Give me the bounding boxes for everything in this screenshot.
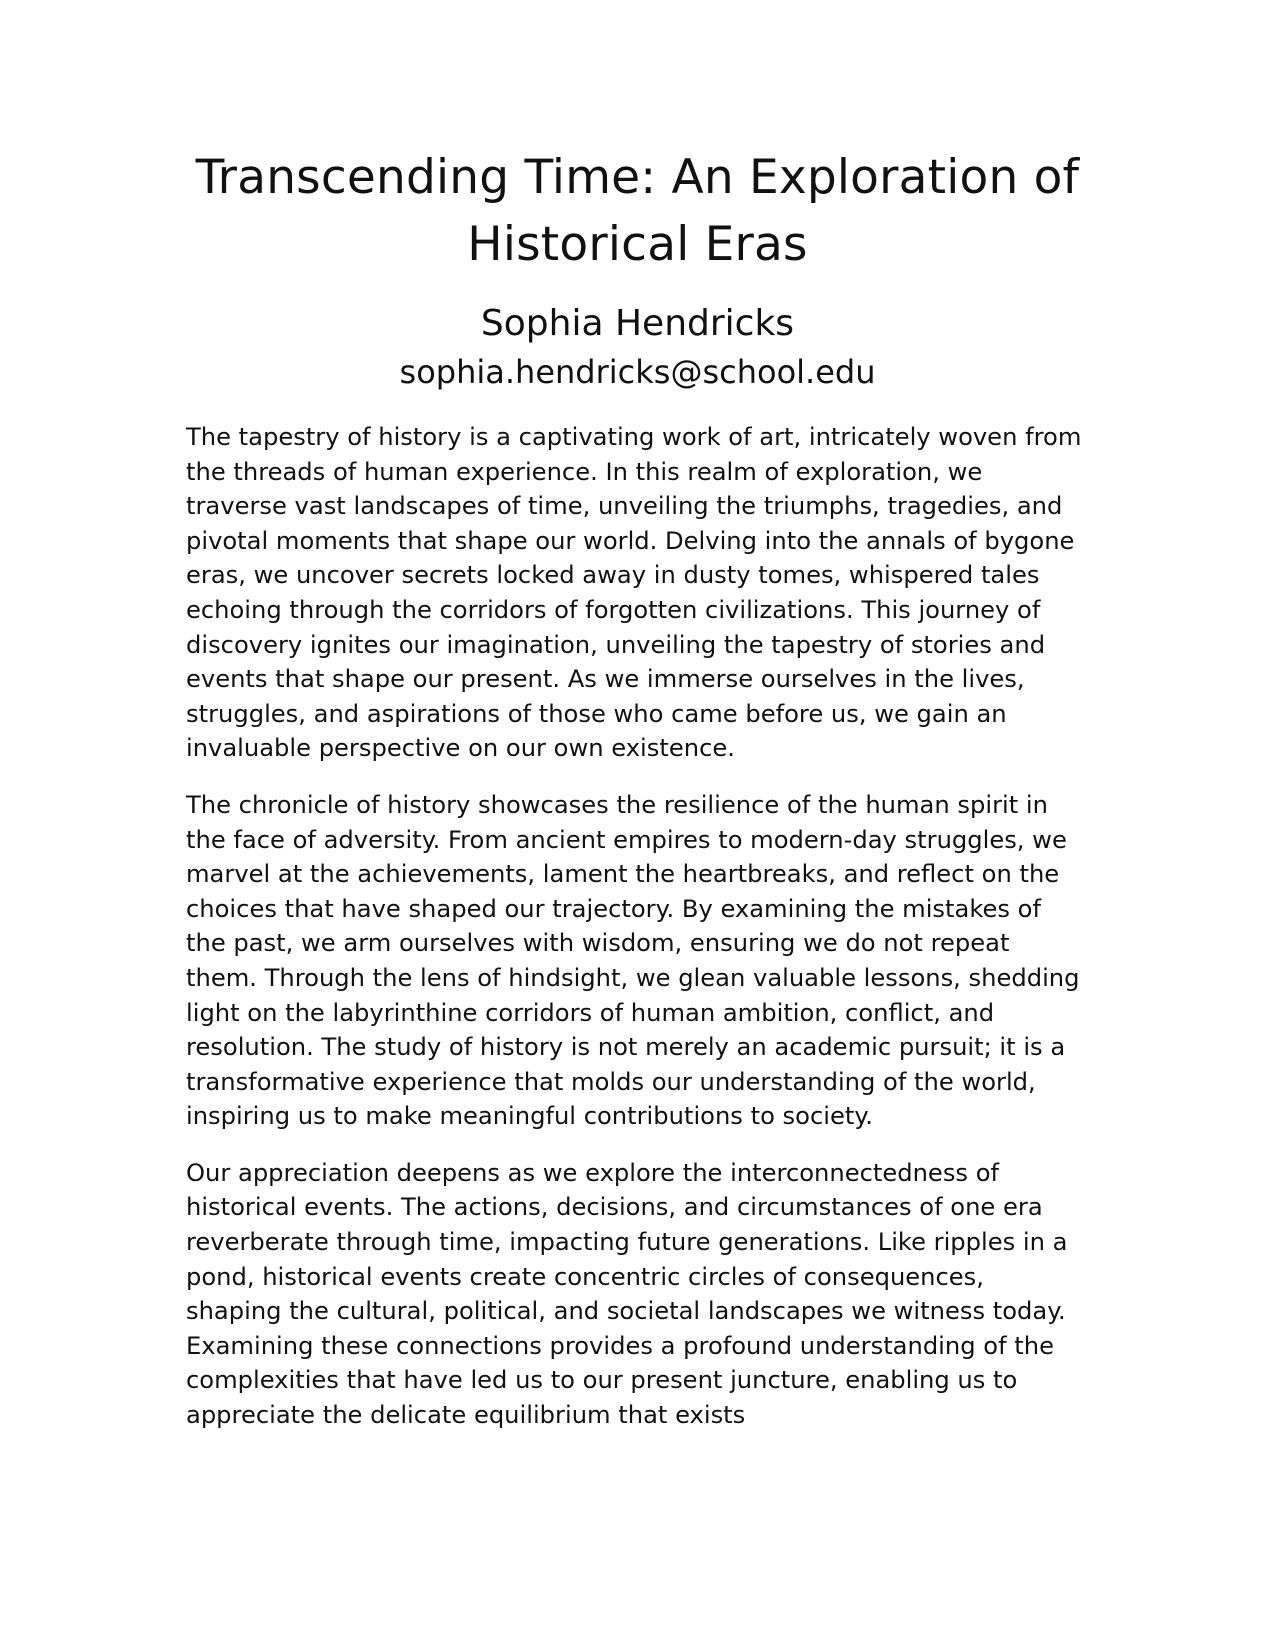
- author-email: sophia.hendricks@school.edu: [399, 353, 876, 391]
- document-body: [186, 420, 1086, 1455]
- document-title: Transcending Time: An Exploration of Historical Eras: [195, 150, 1080, 272]
- author-name: Sophia Hendricks: [480, 303, 795, 344]
- paragraph-3: Our appreciation deepens as we explore the interconnectedness of historical events. The actions, decisions, and circumstances of one era reverberate through time, impacting future generations. Like ripples in a pond, historical events create concentric circles of consequences, shaping the cultural, political, and societal landscapes we witness today. Examining these connections provides a profound understanding of the complexities that have led us to our present juncture, enabling us to appreciate the delicate equilibrium that exists: [186, 1158, 1068, 1430]
- paragraph-1: The tapestry of history is a captivating work of art, intricately woven from the threads of human experience. In this realm of exploration, we traverse vast landscapes of time, unveiling the triumphs, tragedies, and pivotal moments that shape our world. Delving into the annals of bygone eras, we uncover secrets locked away in dusty tomes, whispered tales echoing through the corridors of forgotten civilizations. This journey of discovery ignites our imagination, unveiling the tapestry of stories and events that shape our present. As we immerse ourselves in the lives, struggles, and aspirations of those who came before us, we gain an invaluable perspective on our own existence.: [186, 423, 1082, 763]
- paragraph-2: The chronicle of history showcases the resilience of the human spirit in the face of adversity. From ancient empires to modern-day struggles, we marvel at the achievements, lament the heartbreaks, and reflect on the choices that have shaped our trajectory. By examining the mistakes of the past, we arm ourselves with wisdom, ensuring we do not repeat them. Through the lens of hindsight, we glean valuable lessons, shedding light on the labyrinthine corridors of human ambition, conflict, and resolution. The study of history is not merely an academic pursuit; it is a transformative experience that molds our understanding of the world, inspiring us to make meaningful contributions to society.: [186, 790, 1080, 1131]
